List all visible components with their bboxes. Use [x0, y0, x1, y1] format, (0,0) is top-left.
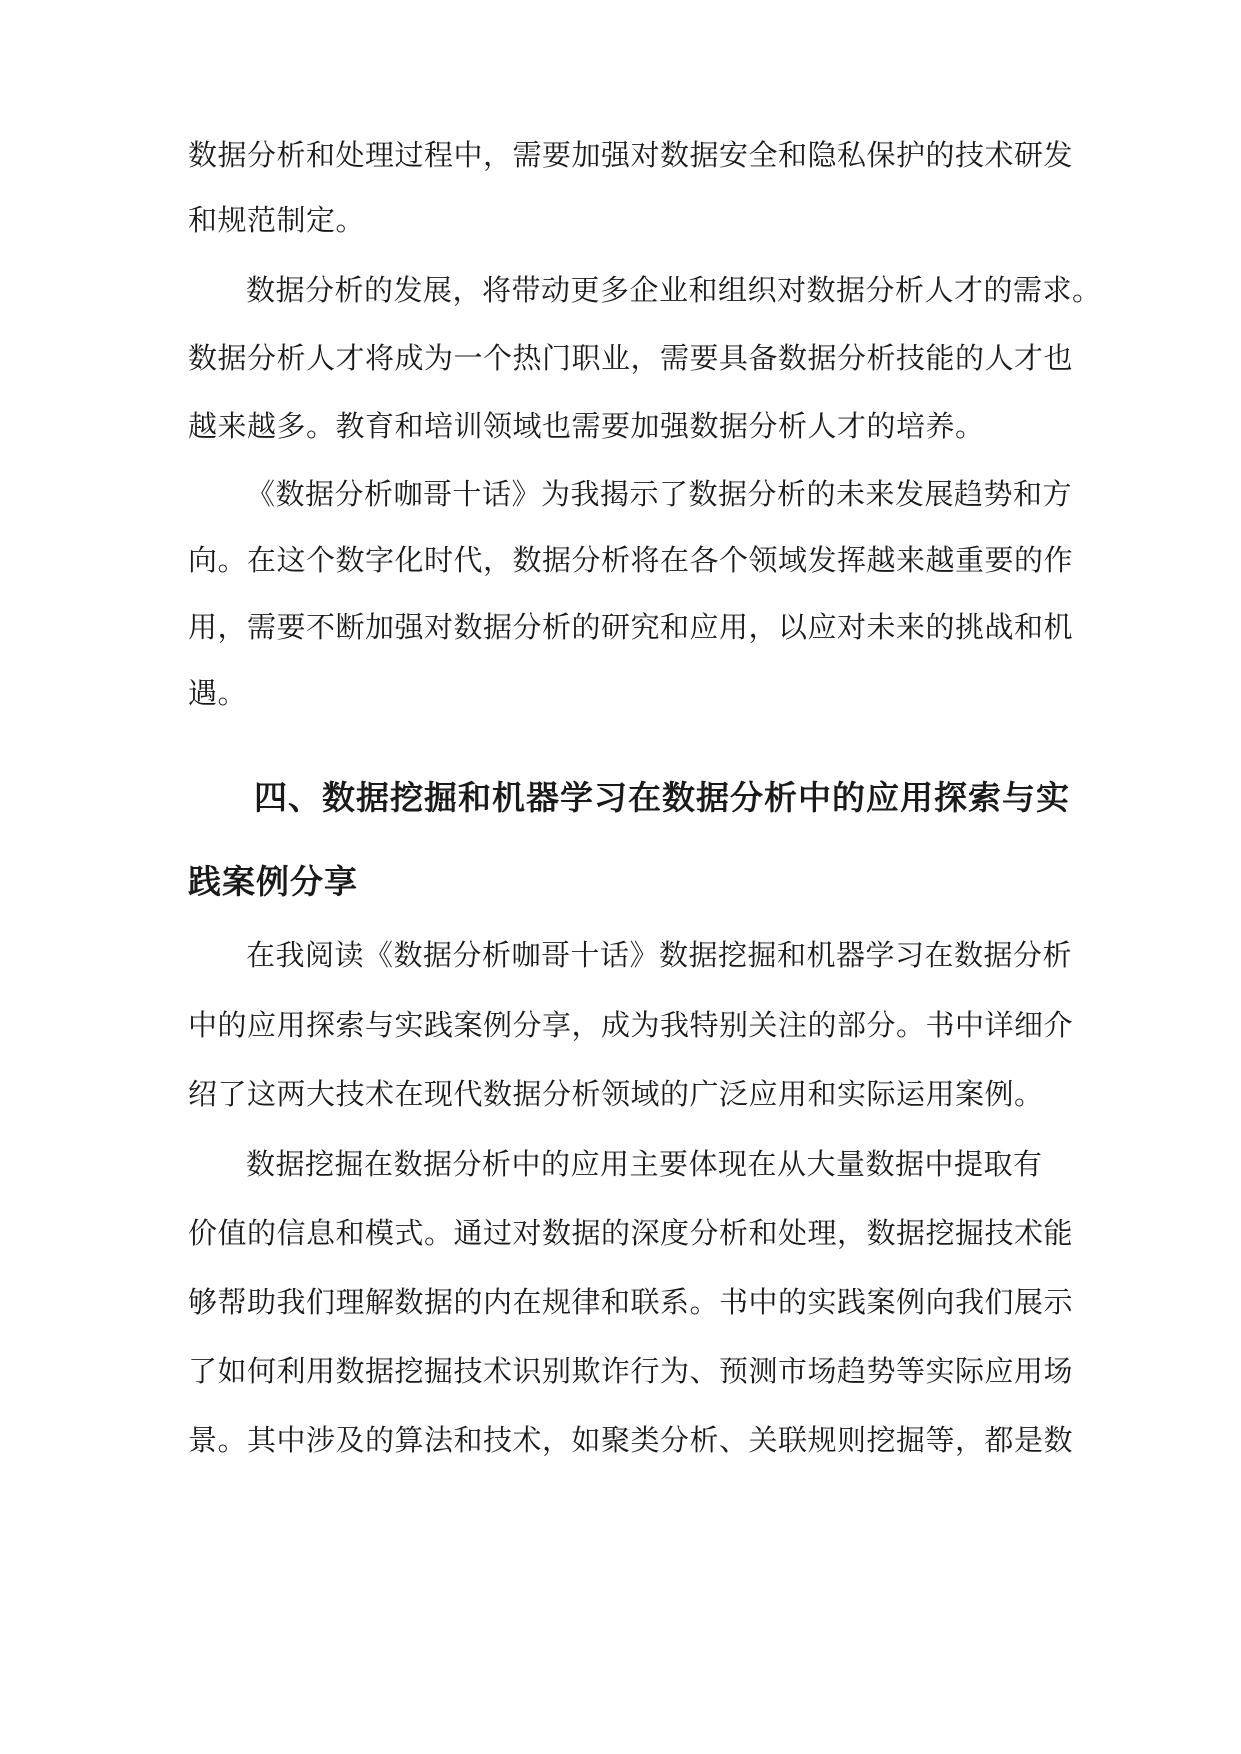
paragraph-line: 数据挖掘在数据分析中的应用主要体现在从大量数据中提取有	[246, 1147, 1043, 1181]
paragraph-line: 中的应用探索与实践案例分享，成为我特别关注的部分。书中详细介	[188, 1008, 1074, 1042]
paragraph-line: 《数据分析咖哥十话》为我揭示了数据分析的未来发展趋势和方	[246, 477, 1073, 511]
paragraph-line: 了如何利用数据挖掘技术识别欺诈行为、预测市场趋势等实际应用场	[188, 1354, 1074, 1388]
paragraph-line: 数据分析的发展，将带动更多企业和组织对数据分析人才的需求。	[246, 273, 1102, 307]
paragraph-line: 遇。	[188, 676, 248, 710]
paragraph-line: 数据分析和处理过程中，需要加强对数据安全和隐私保护的技术研发	[188, 138, 1074, 172]
paragraph-line: 景。其中涉及的算法和技术，如聚类分析、关联规则挖掘等，都是数	[188, 1423, 1074, 1457]
paragraph-line: 绍了这两大技术在现代数据分析领域的广泛应用和实际运用案例。	[188, 1077, 1044, 1111]
paragraph-line: 用，需要不断加强对数据分析的研究和应用，以应对未来的挑战和机	[188, 610, 1074, 644]
paragraph-line: 在我阅读《数据分析咖哥十话》数据挖掘和机器学习在数据分析	[246, 938, 1073, 972]
section-heading-continued: 践案例分享	[188, 862, 358, 901]
section-heading: 四、数据挖掘和机器学习在数据分析中的应用探索与实	[254, 778, 1070, 817]
paragraph-line: 数据分析人才将成为一个热门职业，需要具备数据分析技能的人才也	[188, 341, 1074, 375]
paragraph-line: 越来越多。教育和培训领域也需要加强数据分析人才的培养。	[188, 409, 985, 443]
paragraph-line: 够帮助我们理解数据的内在规律和联系。书中的实践案例向我们展示	[188, 1285, 1074, 1319]
paragraph-line: 价值的信息和模式。通过对数据的深度分析和处理，数据挖掘技术能	[188, 1216, 1074, 1250]
paragraph-line: 和规范制定。	[188, 203, 366, 237]
paragraph-line: 向。在这个数字化时代，数据分析将在各个领域发挥越来越重要的作	[188, 543, 1074, 577]
